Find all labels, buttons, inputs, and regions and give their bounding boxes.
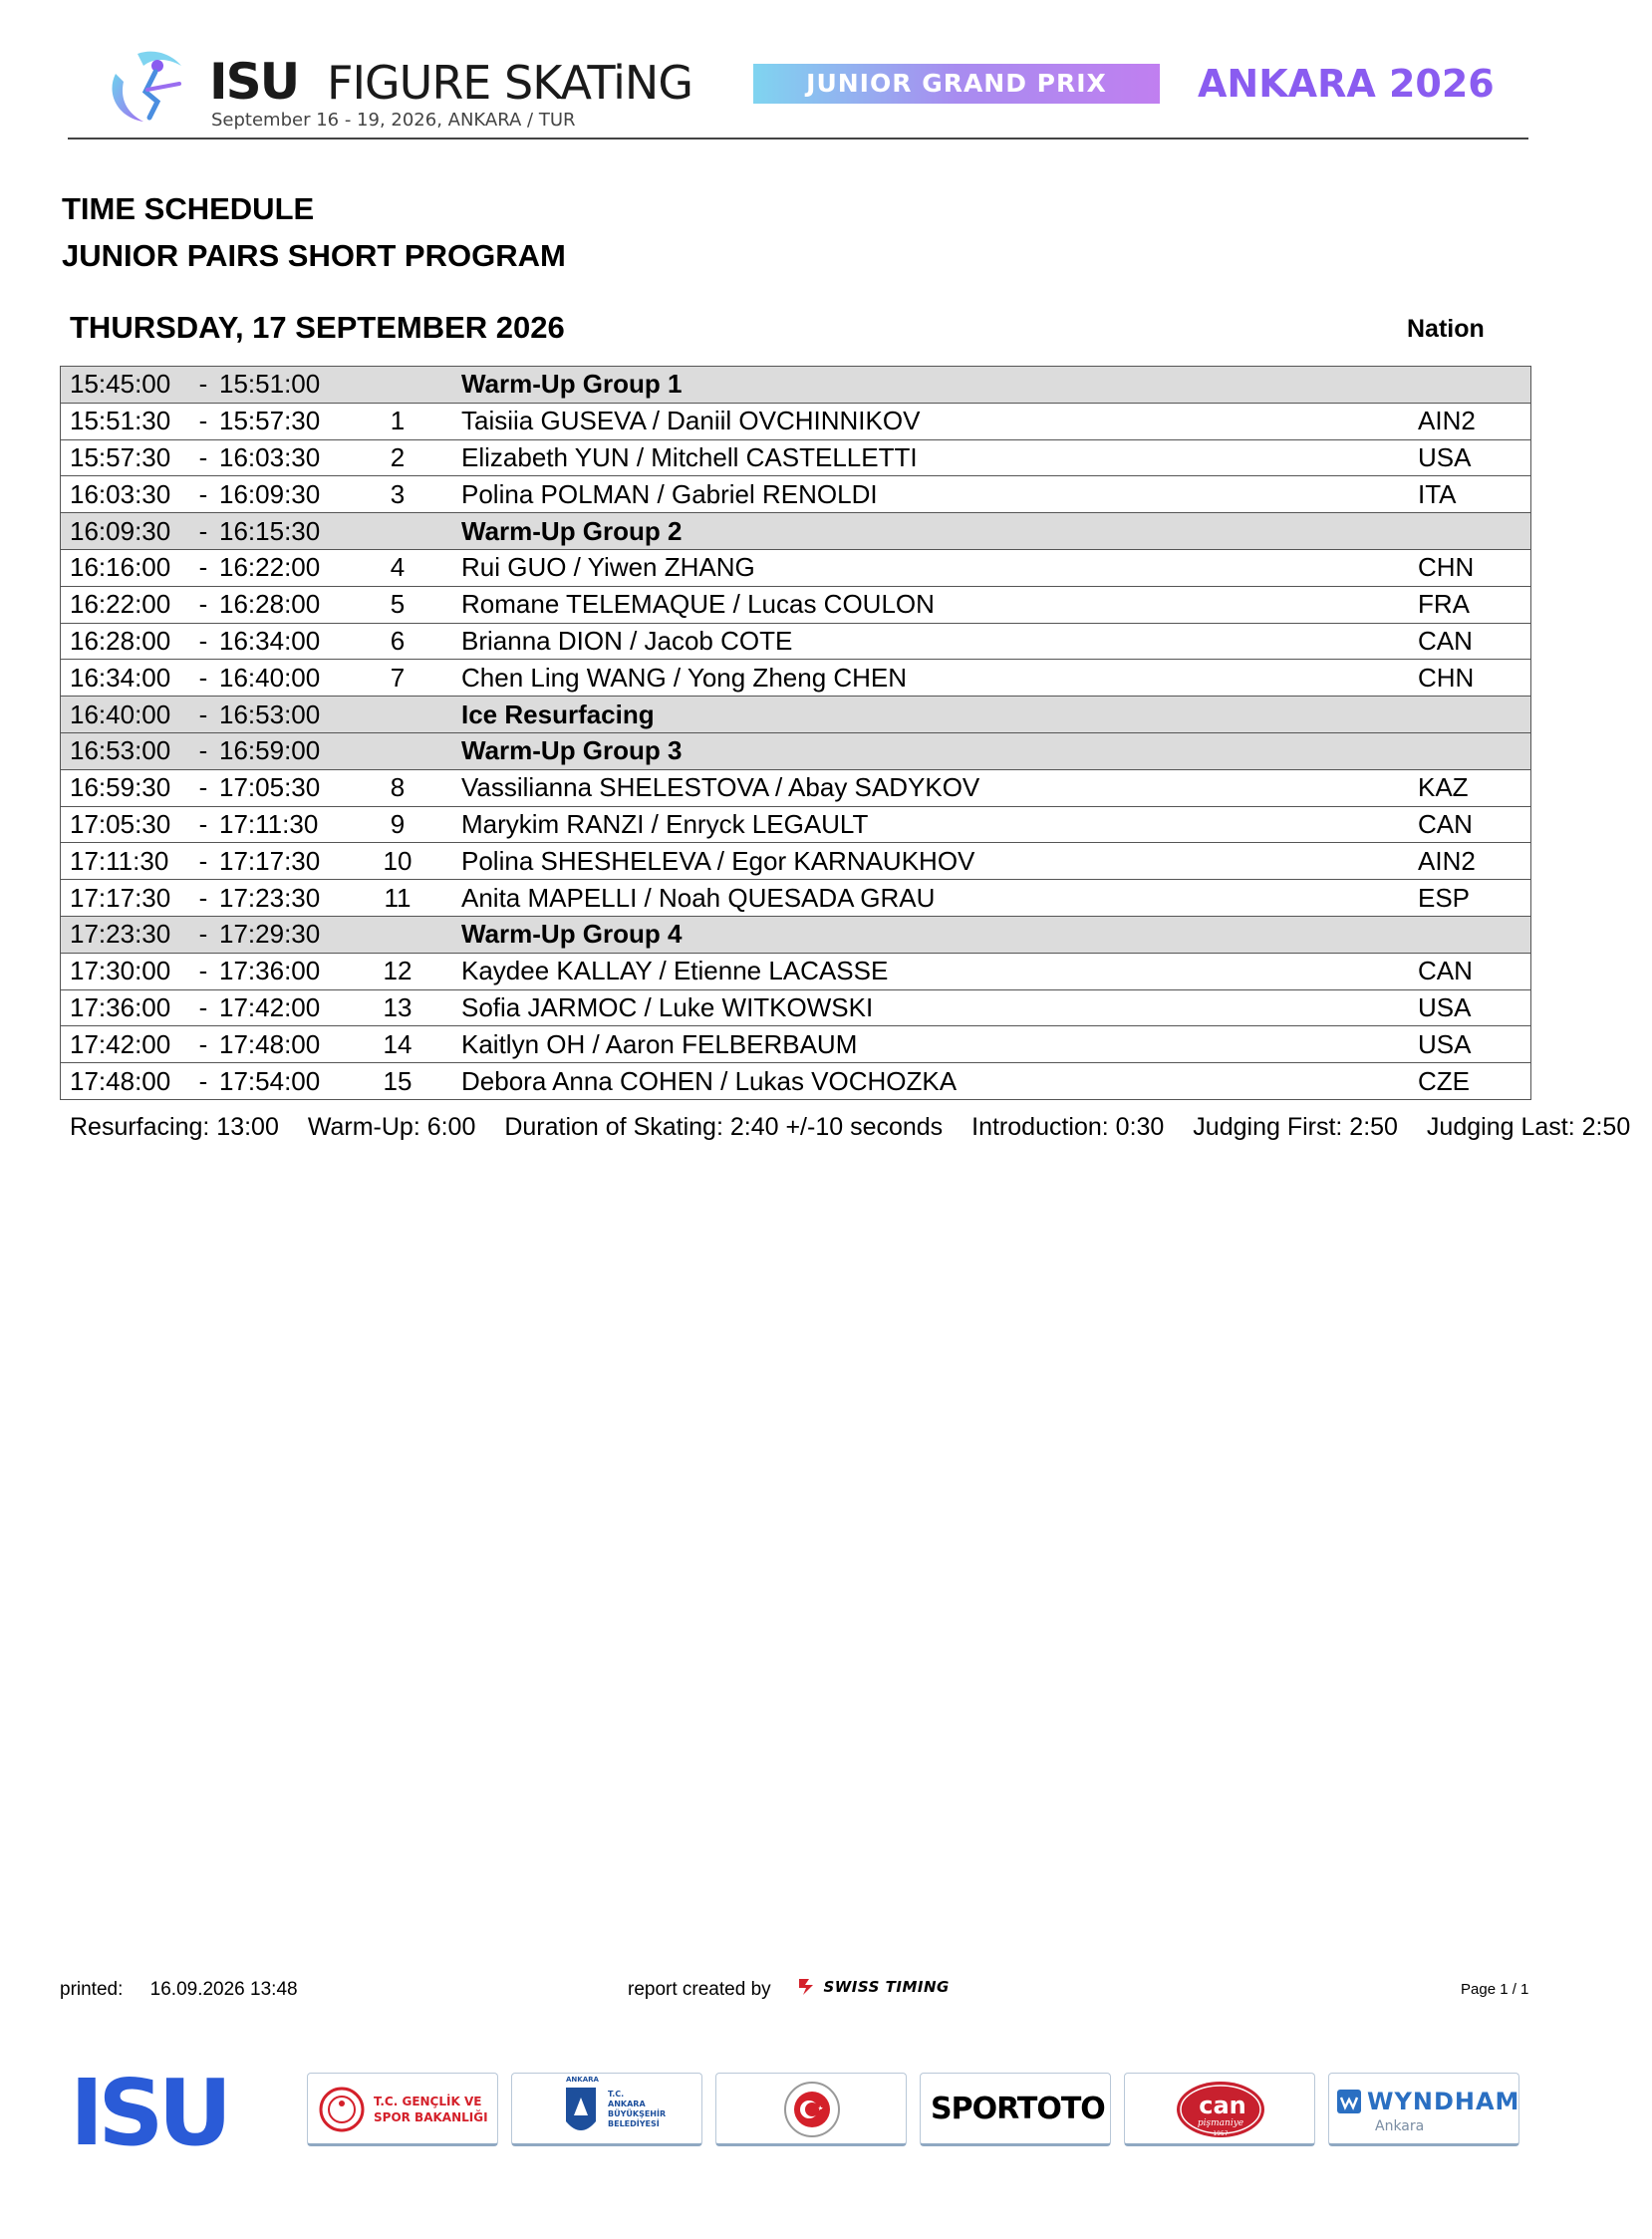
nation-code: USA [1418,989,1531,1026]
start-time: 17:11:30 [61,843,188,880]
pair-name: Rui GUO / Yiwen ZHANG [461,549,1418,586]
pair-name: Chen Ling WANG / Yong Zheng CHEN [461,660,1418,697]
end-time: 17:42:00 [219,989,369,1026]
sponsor-turkish-federation [715,2073,907,2146]
swiss-timing-icon [795,1975,819,1999]
start-time: 16:16:00 [61,549,188,586]
start-time: 16:03:30 [61,476,188,513]
duration-skating: Duration of Skating: 2:40 +/-10 seconds [504,1113,944,1141]
end-time: 16:59:00 [219,732,369,769]
end-time: 15:51:00 [219,367,369,404]
isu-logo [70,2060,281,2166]
time-separator: - [187,806,219,843]
start-number: 4 [369,549,426,586]
end-time: 16:40:00 [219,660,369,697]
end-time: 15:57:30 [219,403,369,439]
document-subtitle: JUNIOR PAIRS SHORT PROGRAM [62,238,566,273]
schedule-entry-row [61,439,1531,476]
pair-name: Debora Anna COHEN / Lukas VOCHOZKA [461,1063,1418,1100]
event-dates: September 16 - 19, 2026, ANKARA / TUR [211,110,576,131]
end-time: 17:29:30 [219,916,369,953]
time-separator: - [187,953,219,989]
nation-code: USA [1418,1026,1531,1063]
nation-code: CZE [1418,1063,1531,1100]
nation-code: CAN [1418,623,1531,660]
schedule-entry-row [61,586,1531,623]
schedule-entry-row [61,623,1531,660]
spacer [426,806,461,843]
schedule-group-row [61,732,1531,769]
duration-judging-last: Judging Last: 2:50 [1426,1113,1631,1141]
end-time: 17:23:30 [219,880,369,917]
start-time: 15:57:30 [61,439,188,476]
spacer [426,1026,461,1063]
ankara-top-label: ANKARA [566,2076,599,2084]
end-time: 17:36:00 [219,953,369,989]
pair-name: Polina SHESHELEVA / Egor KARNAUKHOV [461,843,1418,880]
end-time: 17:54:00 [219,1063,369,1100]
nation-code: USA [1418,439,1531,476]
pair-name: Taisiia GUSEVA / Daniil OVCHINNIKOV [461,403,1418,439]
schedule-body [61,367,1531,1100]
schedule-entry-row [61,843,1531,880]
pair-name: Polina POLMAN / Gabriel RENOLDI [461,476,1418,513]
start-time: 15:51:30 [61,403,188,439]
start-number [369,697,426,733]
start-number: 10 [369,843,426,880]
start-time: 17:17:30 [61,880,188,917]
pair-name: Kaitlyn OH / Aaron FELBERBAUM [461,1026,1418,1063]
end-time: 16:15:30 [219,513,369,550]
ankara-line-2: ANKARA [608,2099,646,2108]
start-time: 15:45:00 [61,367,188,404]
schedule-entry-row [61,403,1531,439]
ankara-line-3: BÜYÜKŞEHİR [608,2109,667,2118]
start-number: 15 [369,1063,426,1100]
spacer [426,732,461,769]
spacer [426,953,461,989]
start-time: 17:23:30 [61,916,188,953]
ministry-emblem-icon [318,2086,366,2133]
genclik-line-1: T.C. GENÇLİK VE [374,2095,482,2108]
schedule-entry-row [61,1026,1531,1063]
end-time: 17:11:30 [219,806,369,843]
start-number: 9 [369,806,426,843]
start-number: 3 [369,476,426,513]
time-separator: - [187,660,219,697]
end-time: 16:28:00 [219,586,369,623]
start-time: 16:40:00 [61,697,188,733]
group-label: Ice Resurfacing [461,697,1418,733]
start-number: 8 [369,769,426,806]
nation-code [1418,916,1531,953]
nation-code: CAN [1418,953,1531,989]
start-time: 17:48:00 [61,1063,188,1100]
federation-emblem-icon [782,2080,842,2139]
duration-introduction: Introduction: 0:30 [971,1113,1165,1141]
spacer [426,403,461,439]
printed-label: printed: [60,1979,124,2000]
spacer [426,660,461,697]
pair-name: Marykim RANZI / Enryck LEGAULT [461,806,1418,843]
start-number: 2 [369,439,426,476]
figure-skating-wordmark: FIGURE SKATiNG [327,56,692,110]
ankara-line-1: T.C. [608,2090,625,2099]
pair-name: Anita MAPELLI / Noah QUESADA GRAU [461,880,1418,917]
ankara-emblem-icon [564,2086,598,2139]
start-time: 17:05:30 [61,806,188,843]
end-time: 17:48:00 [219,1026,369,1063]
schedule-entry-row [61,549,1531,586]
durations-line [70,1110,1652,1144]
pair-name: Sofia JARMOC / Luke WITKOWSKI [461,989,1418,1026]
time-separator: - [187,843,219,880]
time-separator: - [187,623,219,660]
spacer [426,367,461,404]
schedule-table [60,366,1531,1100]
time-separator: - [187,697,219,733]
pair-name: Romane TELEMAQUE / Lucas COULON [461,586,1418,623]
nation-code [1418,732,1531,769]
time-separator: - [187,989,219,1026]
isu-logo-text: ISU [70,2060,227,2166]
nation-code: FRA [1418,586,1531,623]
nation-code: CHN [1418,549,1531,586]
nation-code: AIN2 [1418,843,1531,880]
nation-code [1418,697,1531,733]
spacer [426,769,461,806]
start-time: 17:42:00 [61,1026,188,1063]
time-separator: - [187,880,219,917]
nation-code: ESP [1418,880,1531,917]
end-time: 16:09:30 [219,476,369,513]
ankara-line-4: BELEDİYESİ [608,2119,660,2128]
schedule-entry-row [61,880,1531,917]
end-time: 16:34:00 [219,623,369,660]
schedule-entry-row [61,769,1531,806]
start-number: 6 [369,623,426,660]
start-time: 16:28:00 [61,623,188,660]
end-time: 17:05:30 [219,769,369,806]
spacer [426,989,461,1026]
end-time: 16:53:00 [219,697,369,733]
pair-name: Brianna DION / Jacob COTE [461,623,1418,660]
group-label: Warm-Up Group 3 [461,732,1418,769]
sponsor-wyndham [1328,2073,1519,2146]
end-time: 16:03:30 [219,439,369,476]
page-header [68,40,1528,140]
sportoto-wordmark: SPORTOTO [931,2092,1105,2126]
day-heading: THURSDAY, 17 SEPTEMBER 2026 [70,310,565,345]
pair-name: Elizabeth YUN / Mitchell CASTELLETTI [461,439,1418,476]
schedule-entry-row [61,806,1531,843]
isu-wordmark: ISU [209,53,299,111]
nation-code: CAN [1418,806,1531,843]
spacer [426,916,461,953]
end-time: 16:22:00 [219,549,369,586]
spacer [426,549,461,586]
printed-info [60,1977,298,2003]
page-number: Page 1 / 1 [1461,1981,1529,1998]
start-number: 1 [369,403,426,439]
start-number [369,367,426,404]
nation-code: ITA [1418,476,1531,513]
start-time: 16:59:30 [61,769,188,806]
spacer [426,697,461,733]
wyndham-icon [1337,2090,1361,2113]
spacer [426,586,461,623]
spacer [426,476,461,513]
can-word: can [1199,2092,1246,2119]
nation-code [1418,367,1531,404]
spacer [426,439,461,476]
sponsor-ankara-buyuksehir [511,2073,702,2146]
group-label: Warm-Up Group 1 [461,367,1418,404]
start-time: 16:22:00 [61,586,188,623]
start-number: 13 [369,989,426,1026]
schedule-entry-row [61,1063,1531,1100]
nation-code: AIN2 [1418,403,1531,439]
event-city-title: ANKARA 2026 [1198,62,1495,106]
nation-code: CHN [1418,660,1531,697]
spacer [426,513,461,550]
time-separator: - [187,549,219,586]
schedule-entry-row [61,476,1531,513]
start-time: 17:36:00 [61,989,188,1026]
start-time: 16:34:00 [61,660,188,697]
schedule-group-row [61,697,1531,733]
nation-column-header: Nation [1407,315,1485,343]
group-label: Warm-Up Group 2 [461,513,1418,550]
time-separator: - [187,476,219,513]
start-time: 17:30:00 [61,953,188,989]
wyndham-sub: Ankara [1375,2118,1425,2134]
time-separator: - [187,916,219,953]
time-separator: - [187,1063,219,1100]
pair-name: Kaydee KALLAY / Etienne LACASSE [461,953,1418,989]
start-number: 12 [369,953,426,989]
schedule-entry-row [61,660,1531,697]
schedule-group-row [61,367,1531,404]
can-sub: pişmaniye [1197,2118,1244,2128]
sponsor-sportoto [920,2073,1111,2146]
time-separator: - [187,439,219,476]
spacer [426,880,461,917]
duration-judging-first: Judging First: 2:50 [1193,1113,1398,1141]
time-separator: - [187,769,219,806]
start-number: 5 [369,586,426,623]
duration-resurfacing: Resurfacing: 13:00 [70,1113,279,1141]
spacer [426,843,461,880]
time-separator: - [187,367,219,404]
spacer [426,1063,461,1100]
time-separator: - [187,1026,219,1063]
start-number: 7 [369,660,426,697]
genclik-line-2: SPOR BAKANLIĞI [374,2110,488,2124]
swiss-timing-wordmark: SWISS TIMING [823,1978,950,1996]
start-number: 11 [369,880,426,917]
report-created-by: report created by [628,1979,771,2000]
time-separator: - [187,403,219,439]
schedule-group-row [61,513,1531,550]
time-separator: - [187,586,219,623]
pair-name: Vassilianna SHELESTOVA / Abay SADYKOV [461,769,1418,806]
start-time: 16:53:00 [61,732,188,769]
schedule-group-row [61,916,1531,953]
can-pismaniye-logo [1175,2080,1266,2139]
junior-grand-prix-badge: JUNIOR GRAND PRIX [753,64,1160,104]
duration-warmup: Warm-Up: 6:00 [307,1113,476,1141]
end-time: 17:17:30 [219,843,369,880]
nation-code [1418,513,1531,550]
start-number [369,513,426,550]
can-year: 1957 [1213,2130,1229,2137]
schedule-entry-row [61,989,1531,1026]
spacer [426,623,461,660]
wyndham-wordmark: WYNDHAM [1367,2088,1520,2115]
sponsor-can-pismaniye [1124,2073,1315,2146]
sponsor-genclik-spor [307,2073,498,2146]
time-separator: - [187,732,219,769]
schedule-entry-row [61,953,1531,989]
skater-logo-icon [98,44,197,126]
start-time: 16:09:30 [61,513,188,550]
nation-code: KAZ [1418,769,1531,806]
start-number [369,916,426,953]
printed-value: 16.09.2026 13:48 [149,1979,298,2000]
time-separator: - [187,513,219,550]
start-number [369,732,426,769]
swiss-timing-logo [795,1975,950,2003]
document-title: TIME SCHEDULE [62,191,315,226]
start-number: 14 [369,1026,426,1063]
group-label: Warm-Up Group 4 [461,916,1418,953]
